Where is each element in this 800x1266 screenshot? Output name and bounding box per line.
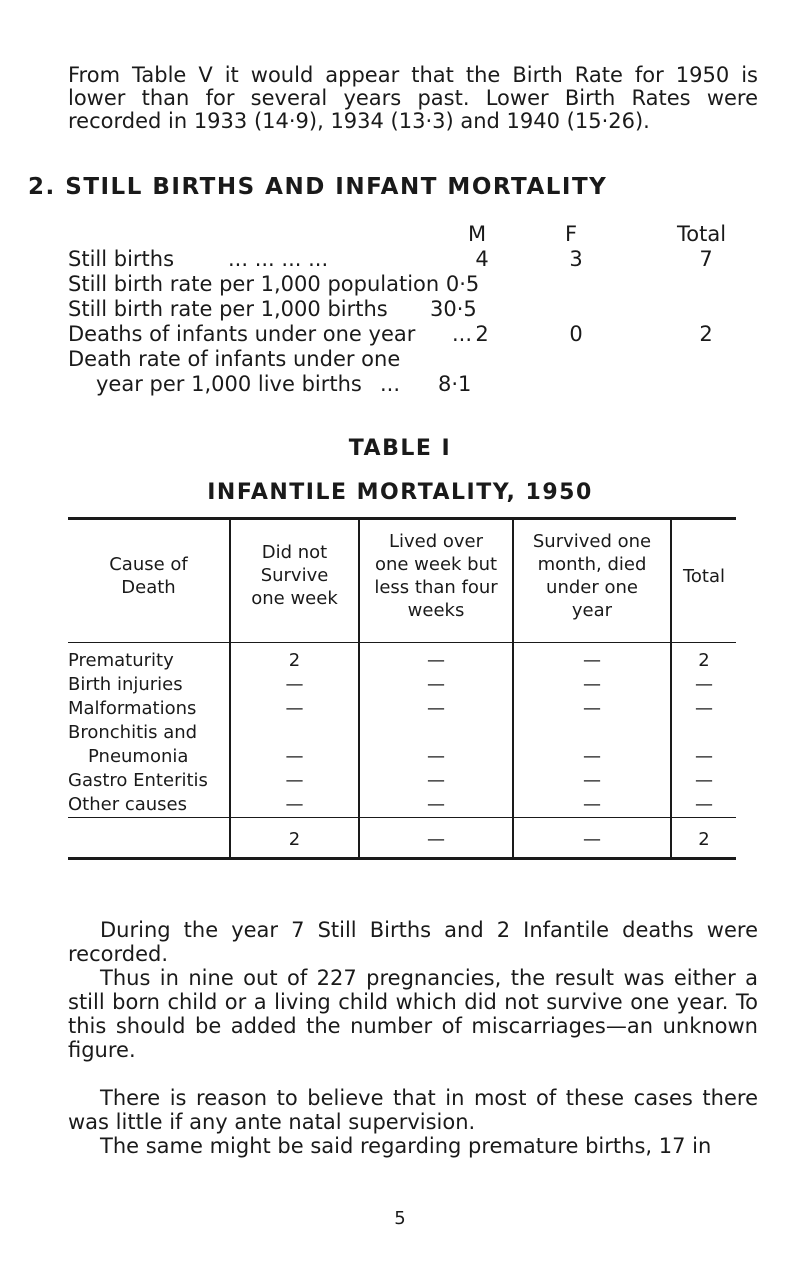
cell-month: —: [427, 650, 445, 671]
cell-week: 2: [288, 650, 301, 671]
header-month: [360, 530, 512, 622]
cell-week: —: [285, 794, 304, 815]
cell-total: —: [695, 794, 713, 815]
cell-year: —: [583, 650, 601, 671]
total-week: 2: [288, 829, 301, 850]
header-rule: [68, 642, 736, 643]
cell-total: —: [695, 770, 713, 791]
rate-population-row: [68, 272, 479, 296]
totals-rule: [68, 817, 736, 818]
infant-deaths-label: Deaths of infants under one year: [68, 322, 416, 346]
cell-total: —: [695, 698, 713, 719]
header-line: month, died: [537, 554, 647, 575]
cell-week: —: [285, 770, 304, 791]
cell-month: —: [427, 746, 445, 767]
cell-month: —: [427, 794, 445, 815]
rate-population-value: 0·5: [445, 272, 480, 296]
cell-year: —: [583, 770, 601, 791]
paragraph: During the year 7 Still Births and 2 Infantile deaths were recorded.: [68, 918, 758, 966]
header-line: year: [571, 600, 613, 621]
infant-deaths-f: 0: [569, 322, 583, 346]
table-title: INFANTILE MORTALITY, 1950: [207, 480, 593, 505]
cell-total: —: [695, 746, 713, 767]
still-births-total: 7: [699, 247, 713, 271]
cell-month: —: [427, 674, 445, 695]
header-line: one week: [251, 588, 338, 609]
cell-week: —: [285, 746, 304, 767]
infant-deaths-total: 2: [699, 322, 713, 346]
table-number: TABLE I: [348, 436, 452, 461]
total-total: 2: [698, 829, 710, 850]
total-month: —: [427, 829, 445, 850]
infant-rate-label-line1: Death rate of infants under one: [68, 347, 401, 371]
header-cause: [68, 553, 229, 599]
header-line: Lived over: [388, 531, 484, 552]
leader-dots: ... ... ... ...: [228, 247, 329, 271]
leader-dots: ...: [452, 322, 473, 346]
still-births-row: [68, 247, 329, 271]
header-line: one week but: [374, 554, 498, 575]
header-week: [231, 541, 358, 610]
page-number: 5: [394, 1208, 406, 1229]
cell-month: —: [427, 698, 445, 719]
still-births-m: 4: [475, 247, 489, 271]
col-m-heading: M: [468, 222, 487, 246]
cause-label-continued: Pneumonia: [88, 746, 189, 767]
header-line: Death: [121, 577, 176, 598]
header-line: Total: [682, 566, 726, 587]
cell-week: —: [285, 674, 304, 695]
header-line: Survive: [260, 565, 329, 586]
cell-year: —: [583, 698, 601, 719]
header-line: less than four: [374, 577, 498, 598]
col-total-heading: Total: [677, 222, 727, 246]
table-bottom-rule: [68, 857, 736, 860]
header-line: Cause of: [109, 554, 188, 575]
paragraph: There is reason to believe that in most of these cases there was little if any ante natal supervision.: [68, 1086, 758, 1134]
still-births-label: Still births: [68, 247, 175, 271]
cell-month: —: [427, 770, 445, 791]
infant-rate-row: [96, 372, 472, 396]
header-line: under one: [546, 577, 638, 598]
cause-label: Gastro Enteritis: [68, 770, 208, 791]
header-total: [672, 565, 736, 588]
header-line: Survived one: [532, 531, 652, 552]
cause-label: Malformations: [68, 698, 197, 719]
cell-week: —: [285, 698, 304, 719]
cell-total: —: [695, 674, 713, 695]
cell-year: —: [583, 794, 601, 815]
header-year: [514, 530, 670, 622]
paragraph: The same might be said regarding premature births, 17 in: [100, 1134, 712, 1158]
rate-births-value: 30·5: [430, 297, 477, 321]
paragraph: Thus in nine out of 227 pregnancies, the result was either a still born child or a living child which did not survive one year. To this should be added the number of miscarriages—an unknown figure.: [68, 966, 758, 1062]
still-births-f: 3: [569, 247, 583, 271]
rate-births-label: Still birth rate per 1,000 births: [68, 297, 388, 321]
cause-label: Prematurity: [68, 650, 174, 671]
leader-dots: ...: [380, 372, 401, 396]
cause-label: Other causes: [68, 794, 187, 815]
cell-year: —: [583, 674, 601, 695]
rate-births-row: [68, 297, 477, 321]
infant-deaths-m: 2: [475, 322, 489, 346]
infant-deaths-row: [68, 322, 473, 346]
intro-paragraph: From Table V it would appear that the Birth Rate for 1950 is lower than for several years past. Lower Birth Rates were recorded in 1933 (14·9), 1934 (13·3) and 1940 (15·26).: [68, 63, 758, 133]
cause-label: Birth injuries: [68, 674, 183, 695]
rate-population-label: Still birth rate per 1,000 population: [68, 272, 440, 296]
cell-total: 2: [698, 650, 710, 671]
section-heading: 2. STILL BIRTHS AND INFANT MORTALITY: [28, 174, 608, 200]
cell-year: —: [583, 746, 601, 767]
table-top-rule: [68, 517, 736, 520]
col-f-heading: F: [565, 222, 578, 246]
total-year: —: [583, 829, 601, 850]
infant-rate-value: 8·1: [438, 372, 472, 396]
cause-label: Bronchitis and: [68, 722, 198, 743]
header-line: weeks: [407, 600, 465, 621]
infant-rate-label-line2: year per 1,000 live births: [96, 372, 362, 396]
header-line: Did not: [261, 542, 328, 563]
